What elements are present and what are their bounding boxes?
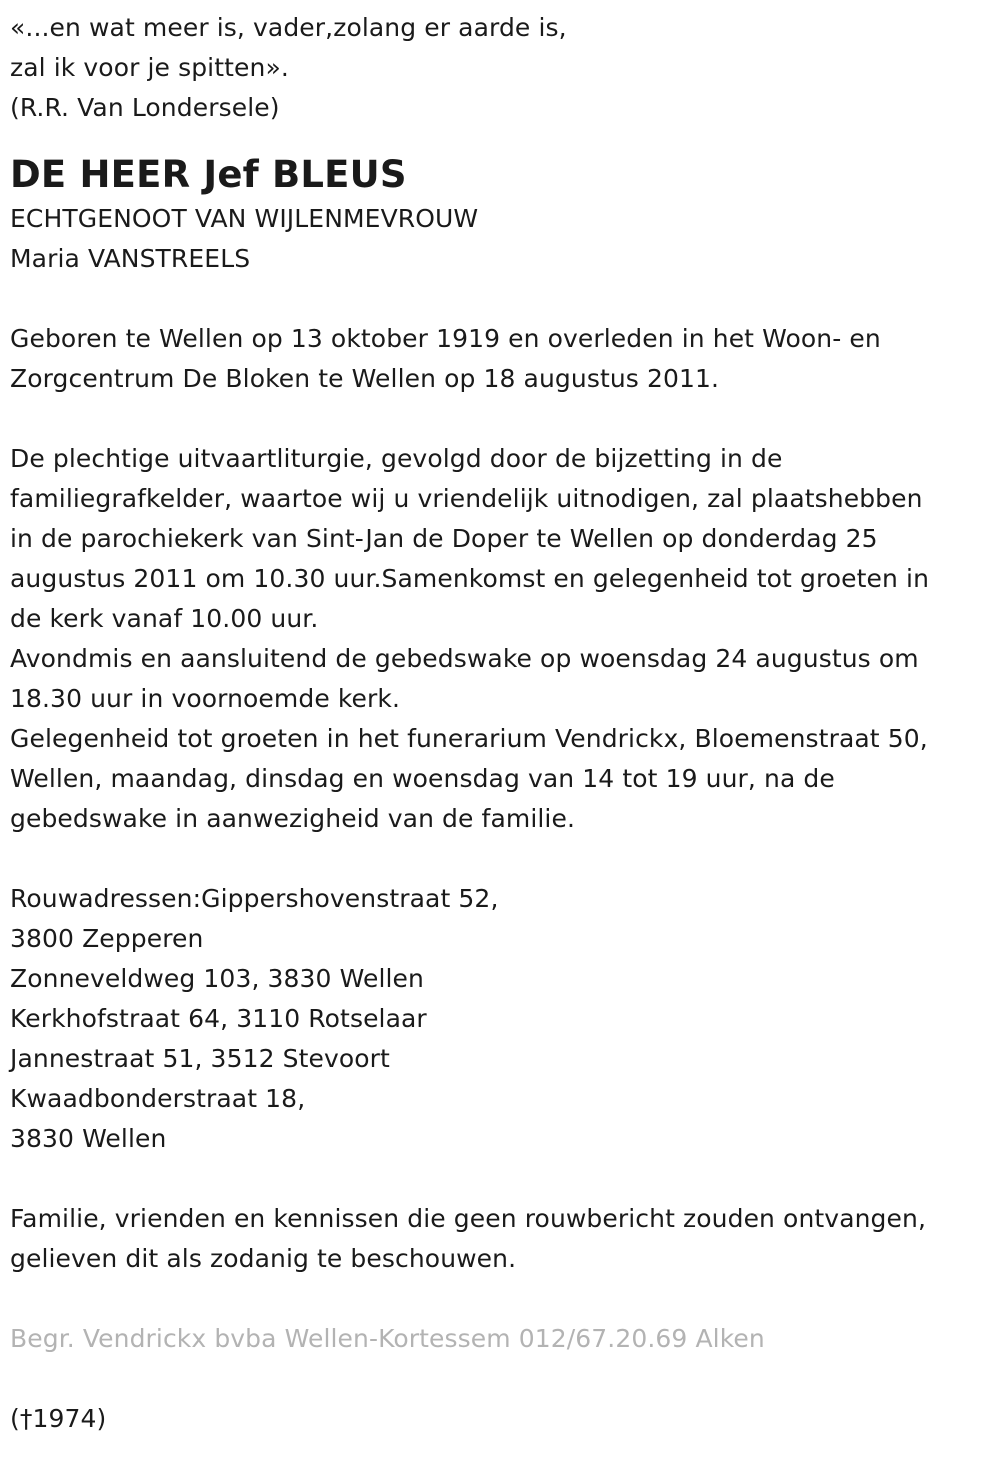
spacer bbox=[10, 399, 1000, 439]
address-line: Kerkhofstraat 64, 3110 Rotselaar bbox=[10, 1004, 427, 1033]
quote-author: (R.R. Van Londersele) bbox=[10, 93, 280, 122]
mourning-addresses bbox=[10, 879, 1000, 1159]
paragraph-line: Avondmis en aansluitend de gebedswake op woensdag 24 augustus om bbox=[10, 644, 919, 673]
address-line: Jannestraat 51, 3512 Stevoort bbox=[10, 1044, 390, 1073]
spacer bbox=[10, 279, 1000, 319]
paragraph-line: Geboren te Wellen op 13 oktober 1919 en overleden in het Woon- en bbox=[10, 324, 881, 353]
spouse-line: Maria VANSTREELS bbox=[10, 244, 251, 273]
funeral-home-info bbox=[10, 1319, 1000, 1359]
spacer bbox=[10, 1159, 1000, 1199]
spacer bbox=[10, 839, 1000, 879]
quote-line: «...en wat meer is, vader,zolang er aarde is, bbox=[10, 13, 567, 42]
funeral-home-line: Begr. Vendrickx bvba Wellen-Kortessem 012/67.20.69 Alken bbox=[10, 1324, 765, 1353]
birth-death-paragraph bbox=[10, 319, 1000, 399]
paragraph-line: 18.30 uur in voornoemde kerk. bbox=[10, 684, 401, 713]
spouse-info bbox=[10, 199, 1000, 279]
paragraph-line: Familie, vrienden en kennissen die geen rouwbericht zouden ontvangen, bbox=[10, 1204, 926, 1233]
spacer bbox=[10, 1279, 1000, 1319]
spouse-line: ECHTGENOOT VAN WIJLENMEVROUW bbox=[10, 204, 479, 233]
paragraph-line: Wellen, maandag, dinsdag en woensdag van 14 tot 19 uur, na de bbox=[10, 764, 835, 793]
address-line: Zonneveldweg 103, 3830 Wellen bbox=[10, 964, 424, 993]
address-line: Rouwadressen:Gippershovenstraat 52, bbox=[10, 884, 499, 913]
paragraph-line: familiegrafkelder, waartoe wij u vriendelijk uitnodigen, zal plaatshebben bbox=[10, 484, 923, 513]
paragraph-line: Zorgcentrum De Bloken te Wellen op 18 augustus 2011. bbox=[10, 364, 720, 393]
opening-quote bbox=[10, 8, 1000, 128]
paragraph-line: augustus 2011 om 10.30 uur.Samenkomst en gelegenheid tot groeten in bbox=[10, 564, 930, 593]
address-line: 3830 Wellen bbox=[10, 1124, 167, 1153]
spouse-death-line: (†1974) bbox=[10, 1404, 107, 1433]
spacer bbox=[10, 1359, 1000, 1399]
deceased-name: DE HEER Jef BLEUS bbox=[10, 153, 407, 196]
paragraph-line: in de parochiekerk van Sint-Jan de Doper te Wellen op donderdag 25 bbox=[10, 524, 878, 553]
quote-line: zal ik voor je spitten». bbox=[10, 53, 289, 82]
spouse-death-year bbox=[10, 1399, 1000, 1439]
notice-paragraph bbox=[10, 1199, 1000, 1279]
paragraph-line: gebedswake in aanwezigheid van de familie. bbox=[10, 804, 575, 833]
paragraph-line: gelieven dit als zodanig te beschouwen. bbox=[10, 1244, 517, 1273]
paragraph-line: De plechtige uitvaartliturgie, gevolgd door de bijzetting in de bbox=[10, 444, 783, 473]
ceremony-paragraph bbox=[10, 439, 1000, 839]
address-line: Kwaadbonderstraat 18, bbox=[10, 1084, 306, 1113]
address-line: 3800 Zepperen bbox=[10, 924, 204, 953]
paragraph-line: de kerk vanaf 10.00 uur. bbox=[10, 604, 319, 633]
paragraph-line: Gelegenheid tot groeten in het funerarium Vendrickx, Bloemenstraat 50, bbox=[10, 724, 928, 753]
